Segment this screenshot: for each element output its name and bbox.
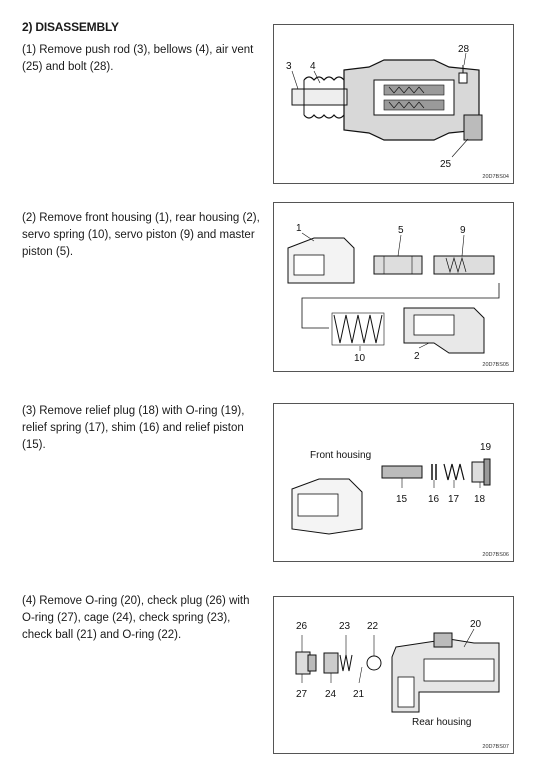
figure-3	[273, 403, 514, 562]
step-4-instruction: (4) Remove O-ring (20), check plug (26) with O-ring (27), cage (24), check spring (23), check ball (21) and O-ring (22).	[22, 595, 250, 641]
fig4-label-d: 20	[470, 619, 482, 630]
figure-4-code: 20D7BS07	[482, 744, 509, 750]
fig4-label-f: 24	[325, 689, 337, 700]
figure-1-code: 20D7BS04	[482, 174, 509, 180]
figure-3-drawing	[274, 404, 513, 561]
fig1-label-d: 25	[440, 159, 452, 170]
fig1-label-b: 3	[286, 61, 292, 72]
fig3-label-e: 18	[474, 494, 486, 505]
figure-4	[273, 596, 514, 754]
fig4-title: Rear housing	[412, 717, 472, 728]
fig2-label-a: 1	[296, 223, 302, 234]
step-1-text	[22, 42, 262, 76]
fig3-title: Front housing	[310, 450, 372, 461]
fig2-label-d: 10	[354, 353, 366, 364]
fig3-label-b: 15	[396, 494, 408, 505]
fig4-label-a: 26	[296, 621, 308, 632]
step-1-instruction: (1) Remove push rod (3), bellows (4), air vent (25) and bolt (28).	[22, 44, 254, 73]
fig2-label-e: 2	[414, 351, 420, 362]
figure-4-drawing	[274, 597, 513, 753]
figure-1-drawing	[274, 25, 513, 183]
fig2-label-b: 5	[398, 225, 404, 236]
fig2-label-c: 9	[460, 225, 466, 236]
figure-2-drawing	[274, 203, 513, 371]
section-heading: 2) DISASSEMBLY	[22, 20, 119, 34]
fig4-label-g: 21	[353, 689, 365, 700]
figure-2	[273, 202, 514, 372]
step-2-text	[22, 210, 262, 261]
fig3-label-c: 16	[428, 494, 440, 505]
figure-1	[273, 24, 514, 184]
fig1-label-c: 4	[310, 61, 316, 72]
step-4-text	[22, 593, 262, 644]
fig4-label-c: 22	[367, 621, 379, 632]
step-2-instruction: (2) Remove front housing (1), rear housing (2), servo spring (10), servo piston (9) and master piston (5).	[22, 212, 260, 258]
fig3-label-a: 19	[480, 442, 492, 453]
fig4-label-e: 27	[296, 689, 308, 700]
fig4-label-b: 23	[339, 621, 351, 632]
figure-3-code: 20D7BS06	[482, 552, 509, 558]
fig1-label-a: 28	[458, 44, 470, 55]
step-3-text	[22, 403, 262, 454]
figure-2-code: 20D7BS05	[482, 362, 509, 368]
step-3-instruction: (3) Remove relief plug (18) with O-ring (19), relief spring (17), shim (16) and relief piston (15).	[22, 405, 245, 451]
fig3-label-d: 17	[448, 494, 460, 505]
